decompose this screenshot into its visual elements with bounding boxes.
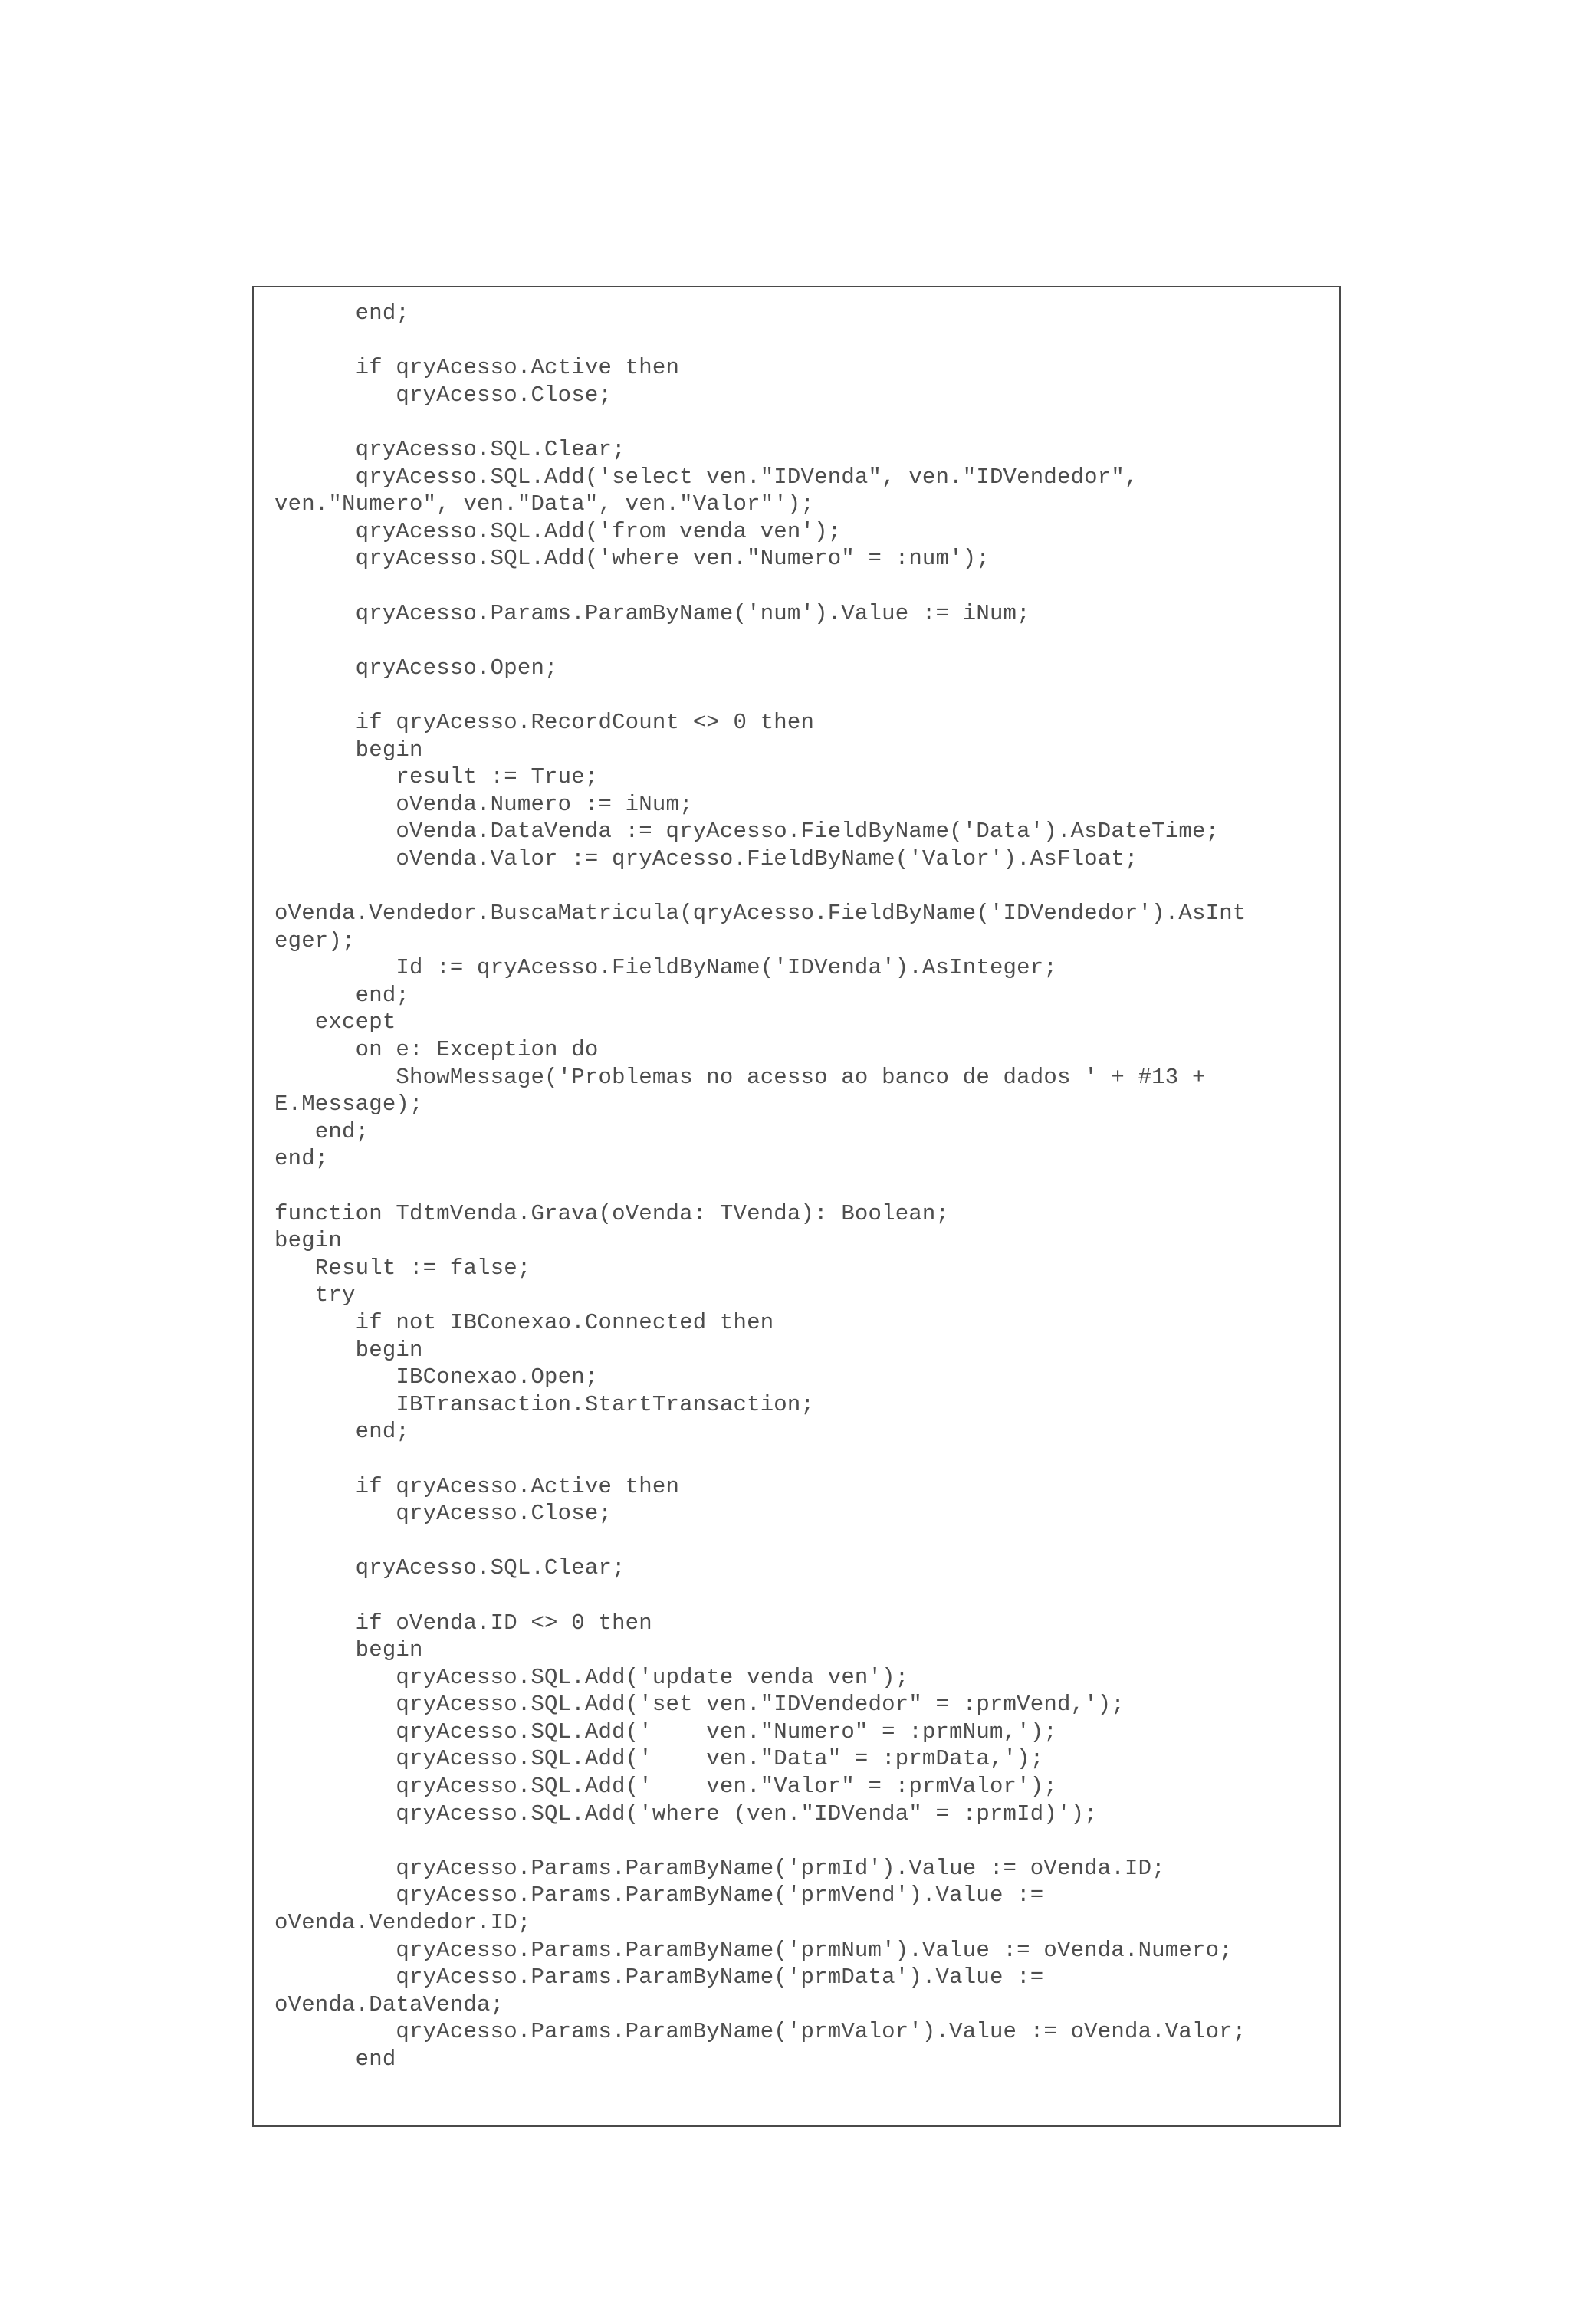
code-line: qryAcesso.Close; bbox=[274, 382, 613, 408]
code-line: end; bbox=[274, 300, 410, 326]
code-line bbox=[274, 627, 1246, 655]
code-line bbox=[274, 573, 1246, 600]
code-line: end bbox=[274, 2047, 396, 2072]
code-line: oVenda.Numero := iNum; bbox=[274, 791, 693, 817]
code-line: qryAcesso.SQL.Add('select ven."IDVenda", ven."IDVendedor", bbox=[274, 464, 1138, 490]
code-line: qryAcesso.Params.ParamByName('prmVend').Value := bbox=[274, 1883, 1044, 1909]
code-line: function TdtmVenda.Grava(oVenda: TVenda): Boolean; bbox=[274, 1200, 950, 1226]
code-line: qryAcesso.SQL.Add('from venda ven'); bbox=[274, 518, 842, 544]
code-line: eger); bbox=[274, 927, 356, 954]
code-line bbox=[274, 1582, 1246, 1610]
code-line bbox=[274, 327, 1246, 355]
code-line: qryAcesso.Params.ParamByName('prmNum').Value := oVenda.Numero; bbox=[274, 1937, 1233, 1963]
code-line: result := True; bbox=[274, 764, 599, 790]
code-listing bbox=[274, 300, 1246, 2073]
code-line: ShowMessage('Problemas no acesso ao banco de dados ' + #13 + bbox=[274, 1064, 1206, 1090]
code-line: qryAcesso.Params.ParamByName('num').Value := iNum; bbox=[274, 600, 1030, 626]
code-line bbox=[274, 681, 1246, 709]
code-line: end; bbox=[274, 982, 410, 1008]
code-line: oVenda.DataVenda := qryAcesso.FieldByName('Data').AsDateTime; bbox=[274, 819, 1220, 845]
code-line: IBConexao.Open; bbox=[274, 1364, 599, 1390]
code-line: begin bbox=[274, 1228, 343, 1254]
code-line: qryAcesso.SQL.Add('where ven."Numero" = :num'); bbox=[274, 546, 990, 572]
code-line: qryAcesso.SQL.Add('where (ven."IDVenda" = :prmId)'); bbox=[274, 1800, 1098, 1827]
code-line bbox=[274, 1528, 1246, 1555]
code-line: oVenda.Vendedor.ID; bbox=[274, 1910, 531, 1936]
code-line: Id := qryAcesso.FieldByName('IDVenda').AsInteger; bbox=[274, 955, 1057, 981]
code-line: E.Message); bbox=[274, 1091, 423, 1118]
code-line: try bbox=[274, 1282, 356, 1308]
code-line: qryAcesso.Params.ParamByName('prmValor').Value := oVenda.Valor; bbox=[274, 2019, 1246, 2045]
code-line: begin bbox=[274, 737, 423, 763]
code-line bbox=[274, 1173, 1246, 1200]
code-line: ven."Numero", ven."Data", ven."Valor"'); bbox=[274, 491, 815, 517]
code-line: end; bbox=[274, 1118, 370, 1144]
code-line: qryAcesso.Params.ParamByName('prmId').Value := oVenda.ID; bbox=[274, 1855, 1165, 1881]
code-line: qryAcesso.SQL.Add('set ven."IDVendedor" = :prmVend,'); bbox=[274, 1692, 1125, 1718]
code-line: begin bbox=[274, 1637, 423, 1663]
code-line bbox=[274, 1446, 1246, 1473]
code-line bbox=[274, 872, 1246, 900]
code-line: end; bbox=[274, 1419, 410, 1445]
code-line: begin bbox=[274, 1337, 423, 1363]
code-line: qryAcesso.Close; bbox=[274, 1501, 613, 1527]
code-line: if oVenda.ID <> 0 then bbox=[274, 1610, 652, 1636]
code-line: IBTransaction.StartTransaction; bbox=[274, 1391, 815, 1417]
code-line: oVenda.Vendedor.BuscaMatricula(qryAcesso.FieldByName('IDVendedor').AsInt bbox=[274, 901, 1246, 927]
code-line bbox=[274, 1827, 1246, 1855]
code-line: qryAcesso.SQL.Add(' ven."Numero" = :prmNum,'); bbox=[274, 1718, 1057, 1745]
code-line: end; bbox=[274, 1146, 329, 1172]
code-line: qryAcesso.SQL.Add(' ven."Valor" = :prmValor'); bbox=[274, 1774, 1057, 1800]
code-line: on e: Exception do bbox=[274, 1037, 599, 1063]
code-line: if qryAcesso.Active then bbox=[274, 1473, 680, 1499]
code-line: Result := false; bbox=[274, 1255, 531, 1281]
code-listing-box bbox=[252, 286, 1341, 2127]
code-line: if not IBConexao.Connected then bbox=[274, 1309, 774, 1335]
code-line: qryAcesso.SQL.Add('update venda ven'); bbox=[274, 1664, 909, 1690]
code-line: oVenda.DataVenda; bbox=[274, 1991, 504, 2017]
code-line bbox=[274, 409, 1246, 436]
code-line: if qryAcesso.Active then bbox=[274, 355, 680, 381]
code-line: if qryAcesso.RecordCount <> 0 then bbox=[274, 709, 815, 735]
code-line: qryAcesso.SQL.Add(' ven."Data" = :prmData,'); bbox=[274, 1746, 1044, 1772]
code-line: qryAcesso.SQL.Clear; bbox=[274, 436, 626, 462]
code-line: qryAcesso.Open; bbox=[274, 655, 558, 681]
code-line: qryAcesso.SQL.Clear; bbox=[274, 1555, 626, 1581]
code-line: except bbox=[274, 1009, 396, 1036]
code-line: oVenda.Valor := qryAcesso.FieldByName('Valor').AsFloat; bbox=[274, 845, 1138, 872]
code-line: qryAcesso.Params.ParamByName('prmData').Value := bbox=[274, 1965, 1044, 1991]
